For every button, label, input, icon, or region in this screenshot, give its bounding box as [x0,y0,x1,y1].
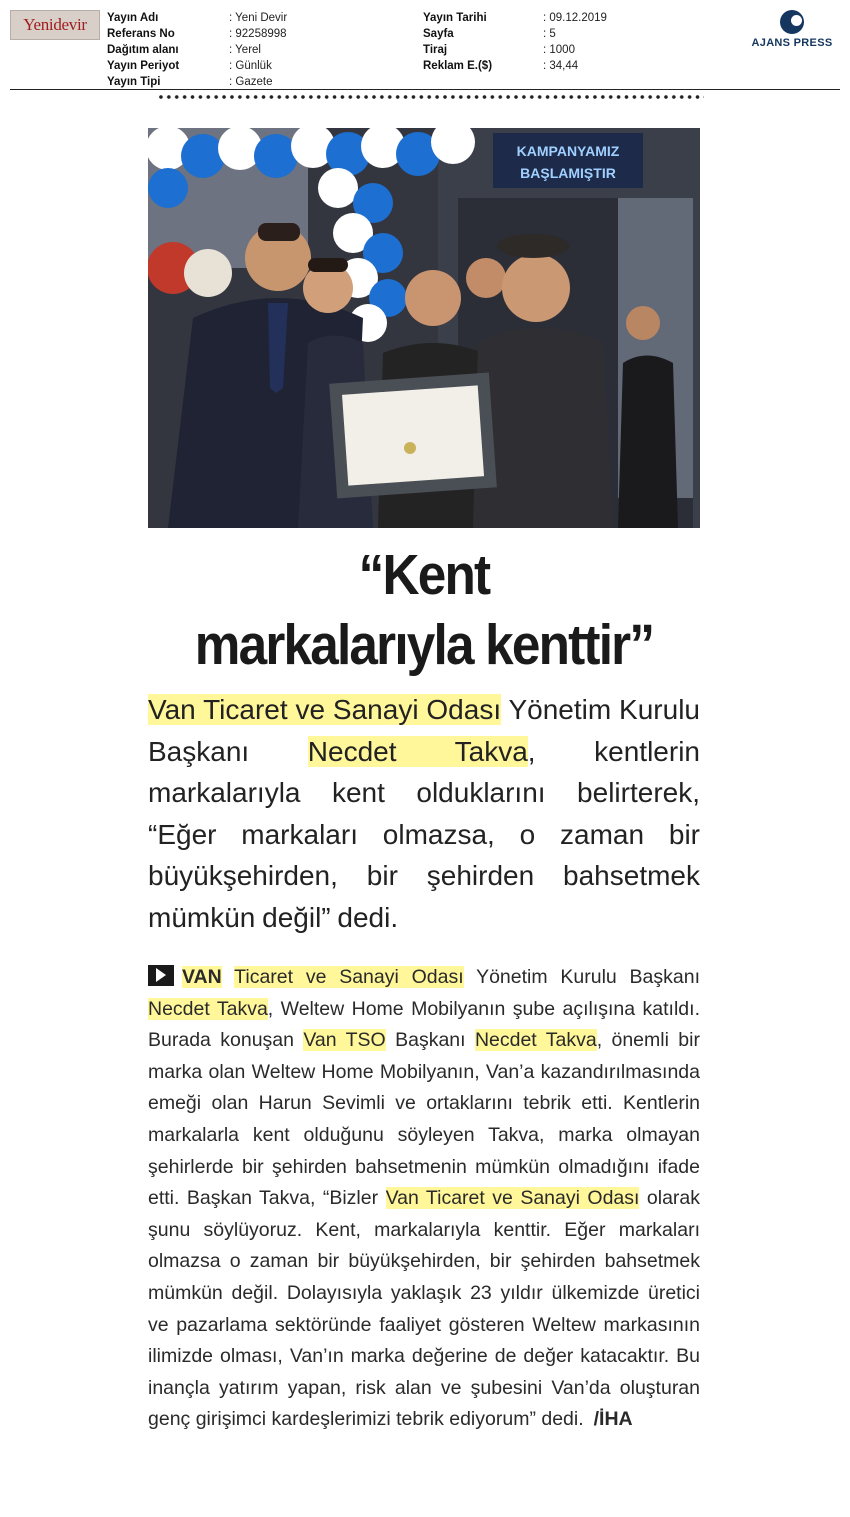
news-agency-signature: /İHA [593,1408,633,1431]
meta-row [423,10,607,26]
highlight-person: Necdet Takva [307,735,528,767]
agency-name: AJANS PRESS [751,37,833,49]
meta-row [423,26,607,42]
agency-logo [744,10,840,49]
meta-row [107,10,287,26]
sign-line-2: BAŞLAMIŞTIR [520,165,616,181]
dotted-separator [157,94,704,100]
meta-value: : 92258998 [229,28,287,40]
body-text: Başkanı [385,1029,475,1052]
highlight-org: Ticaret ve Sanayi Odası [234,966,464,988]
meta-row [423,58,607,74]
meta-value: : 34,44 [543,60,579,72]
body-text: Yönetim Kurulu Başkanı [463,966,700,988]
highlight-org: Van Ticaret ve Sanayi Odası [148,694,502,725]
meta-label: Tiraj [423,44,448,56]
highlight-person: Necdet Takva [474,1029,597,1052]
article-photo-illustration [148,128,700,528]
meta-label: Yayın Tarihi [423,12,487,24]
meta-label: Sayfa [423,28,454,40]
arrow-bullet-icon [148,965,174,986]
meta-label: Dağıtım alanı [107,44,179,56]
publication-meta-right [423,10,607,74]
framed-certificate [329,373,497,499]
meta-label: Referans No [107,28,175,40]
header-divider [10,89,840,90]
article-headline [176,540,673,680]
publication-logo [10,10,100,40]
meta-row [423,42,607,58]
body-text: olarak şunu söylüyoruz. Kent, markalarıyla kenttir. Eğer markaları olmazsa o zaman bir büyükşehirden, bir şehirden bahsetmek mümkün değil. Dolayısıyla yaklaşık 23 yıldır ülkemizde üretici ve pazarlama sektöründe faaliyet gösteren Weltew markasının ilimizde olması, Van’ın marka değerine de değer katacaktır. Bu inançla yatırım yapan, risk alan ve şubesini Van’da oluşturan genç girişimci kardeşlerimizi tebrik ediyorum” dedi. [148,1187,701,1431]
meta-label: Yayın Adı [107,12,159,24]
meta-row [107,42,287,58]
publication-logo-text: Yenidevir [23,15,87,34]
meta-row [107,26,287,42]
article-lead [148,689,700,938]
meta-value: : Günlük [229,60,272,72]
article-photo [148,128,700,528]
article-body [148,962,700,1436]
meta-value: : Yeni Devir [229,12,288,24]
publication-meta-left [107,10,287,90]
body-text: , Weltew Home Mobilyanın şube açılışına katıldı. Burada konuşan [148,997,700,1052]
agency-mark-icon [780,10,804,34]
highlight-city: VAN [182,966,222,988]
meta-row [107,74,287,90]
headline-line-1: “Kent [358,543,490,607]
meta-value: : Yerel [229,44,261,56]
sign-line-1: KAMPANYAMIZ [516,143,620,159]
meta-row [107,58,287,74]
meta-label: Yayın Tipi [107,76,161,88]
highlight-org: Van TSO [303,1029,386,1052]
lead-text: Yönetim Kurulu Başkanı [148,694,700,767]
highlight-org: Van Ticaret ve Sanayi Odası [385,1187,640,1210]
highlight-person: Necdet Takva [148,997,268,1020]
body-text: , önemli bir marka olan Weltew Home Mobilyanın, Van’a kazandırılmasında emeği olan Harun Sevimli ve ortaklarını tebrik etti. Kentlerin markalarla kent olduğunu söyleyen Takva, marka olmayan şehirlerde bir şehirden bahsetmenin mümkün olmadığını ifade etti. Başkan Takva, “Bizler [148,1029,700,1210]
headline-line-2: markalarıyla kenttir” [194,613,654,677]
meta-value: : Gazete [229,76,273,88]
meta-value: : 1000 [543,44,575,56]
meta-label: Yayın Periyot [107,60,180,72]
lead-text: , kentlerin markalarıyla kent olduklarını belirterek, “Eğer markaları olmazsa, o zaman bir büyükşehirden, bir şehirden bahsetmek mümkün değil” dedi. [148,735,700,933]
meta-value: : 5 [543,28,556,40]
meta-label: Reklam E.($) [423,60,493,72]
meta-value: : 09.12.2019 [543,12,607,24]
